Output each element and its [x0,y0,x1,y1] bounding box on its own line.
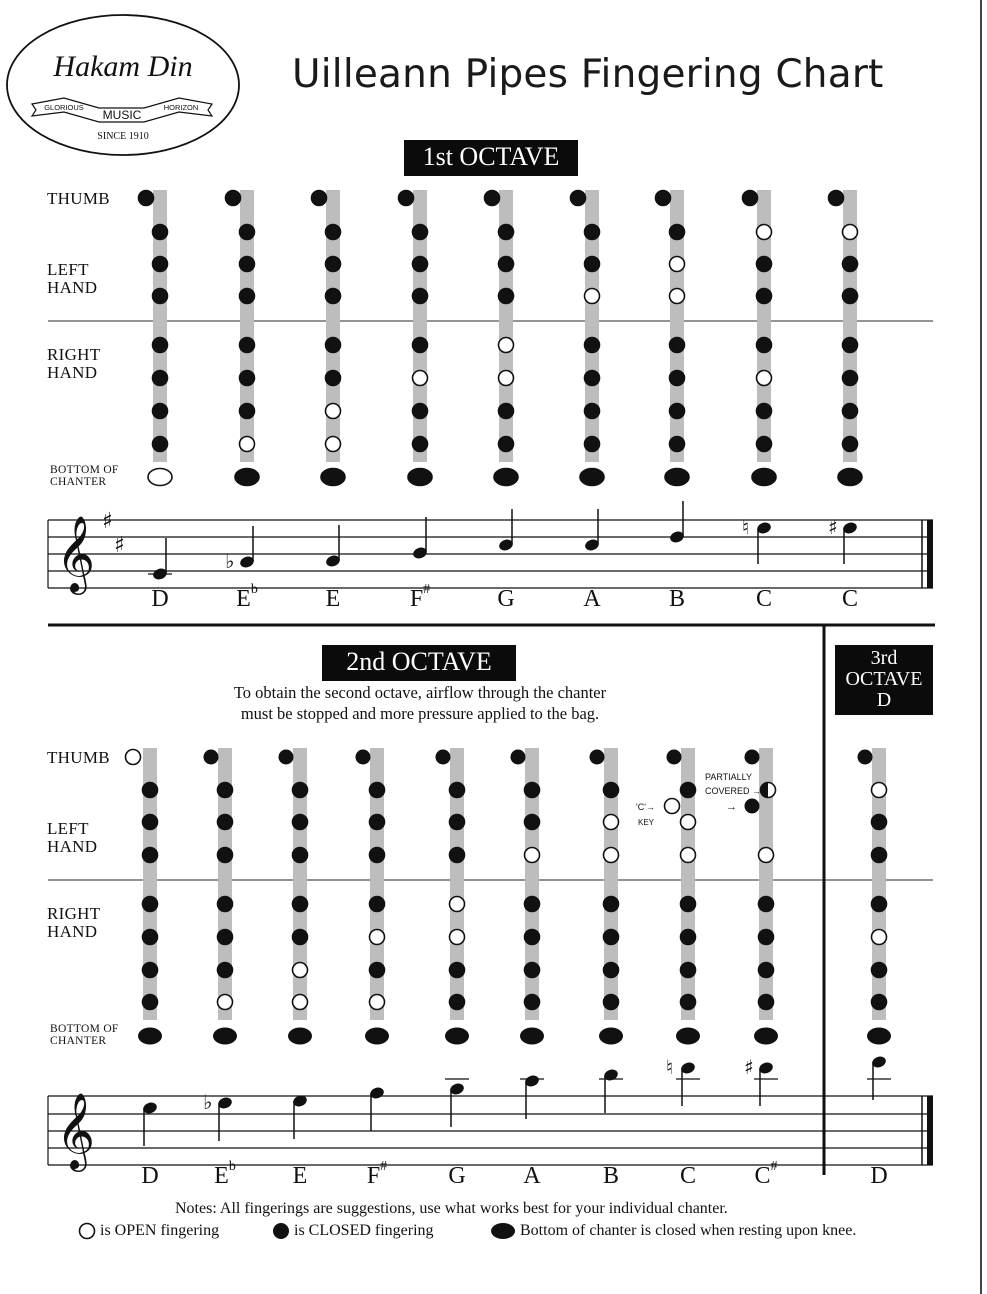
finger-hole-closed [872,963,887,978]
octave1-note-name [842,586,858,613]
octave2-note-name [603,1163,619,1190]
finger-hole-closed [370,815,385,830]
instruction-line-2: must be stopped and more pressure applied to the bag. [240,704,600,723]
finger-hole-closed [143,897,158,912]
octave3-label-line3: D [876,689,892,711]
finger-hole-closed [370,848,385,863]
finger-hole-closed [681,963,696,978]
right-hand-label-1a: RIGHT [47,345,101,364]
left-hand-label-2b: HAND [47,837,98,856]
octave1-note-name-letter: F [409,586,424,612]
bottom-label-2a: BOTTOM OF [50,1023,119,1035]
octave2-note-name [754,1159,778,1190]
finger-hole-closed [759,995,774,1010]
finger-hole-closed [872,815,887,830]
octave2-note-name [366,1159,388,1190]
c-key-label-2: KEY [638,818,655,827]
thumb-hole-closed [667,750,682,765]
bottom-closed-icon [490,1222,516,1240]
finger-hole-closed [759,963,774,978]
finger-hole-closed [218,783,233,798]
octave1-note-name [497,586,514,613]
octave1-note-name-letter: B [668,586,686,612]
finger-hole-closed [143,995,158,1010]
octave1-note-name-letter: C [755,586,773,612]
finger-hole-closed [370,963,385,978]
finger-hole-closed [525,815,540,830]
octave2-note-name [523,1163,540,1190]
legend-bottom [490,1222,856,1240]
finger-hole-closed [293,783,308,798]
finger-hole-open [370,995,385,1010]
thumb-hole-closed [511,750,526,765]
left-hand-label-1b: HAND [47,278,98,297]
finger-hole-closed [450,815,465,830]
thumb-hole-closed [745,750,760,765]
octave1-note-name-letter: G [497,586,515,612]
octave1-label: 1st OCTAVE [404,140,578,176]
logo-ribbon-left: GLORIOUS [44,103,84,112]
flat-sign: ♭ [225,549,235,573]
octave2-note-name-accidental: # [380,1159,388,1174]
thumb-hole-closed [436,750,451,765]
finger-hole-closed [218,963,233,978]
finger-hole-closed [525,995,540,1010]
partially-covered-label-1: PARTIALLY [705,772,753,782]
legend-bottom-text: Bottom of chanter is closed when resting upon knee. [520,1222,857,1239]
finger-hole-closed [370,783,385,798]
finger-hole-closed [872,995,887,1010]
octave1-note-name-accidental: # [423,582,431,597]
bottom-closed [365,1028,389,1045]
octave2-note-name-letter: C [754,1163,771,1189]
octave2-note-name-letter: D [141,1163,159,1189]
octave1-note-name-accidental: b [250,582,258,597]
bottom-label-1a: BOTTOM OF [50,464,119,476]
octave1-note-name [583,586,600,613]
bottom-closed [754,1028,778,1045]
octave3-note-name-letter: D [870,1163,888,1189]
finger-hole-open [872,930,887,945]
finger-hole-closed [370,897,385,912]
octave2-note-name-letter: A [523,1163,541,1189]
finger-hole-closed [143,783,158,798]
octave1-note-name [669,586,685,613]
bottom-closed [138,1028,162,1045]
bottom-label-2b: CHANTER [50,1035,107,1047]
finger-hole-closed [681,995,696,1010]
finger-hole-closed [525,897,540,912]
treble-clef-icon: 𝄞 [56,515,96,592]
finger-hole-closed [143,963,158,978]
bottom-closed [520,1028,544,1045]
octave2-note-name [680,1163,696,1190]
octave1-note-name [326,586,341,613]
octave1-note-name [236,582,258,613]
left-hand-label-2a: LEFT [47,819,89,838]
finger-hole-closed [604,783,619,798]
legend-open [78,1222,219,1240]
octave3-label-line2: OCTAVE [845,668,923,690]
partially-covered-label-2: COVERED → [705,786,762,796]
bottom-closed [213,1028,237,1045]
thumb-hole-open [126,750,141,765]
finger-hole-closed [218,815,233,830]
finger-hole-closed [759,897,774,912]
legend-open-text: is OPEN fingering [100,1222,220,1239]
finger-hole-closed [872,897,887,912]
bottom-closed [599,1028,623,1045]
natural-sign: ♮ [666,1055,674,1079]
octave1-note-name-letter: E [325,586,341,612]
octave2-note-name [448,1163,465,1190]
bottom-closed [288,1028,312,1045]
finger-hole-closed [604,995,619,1010]
octave1-note-name [756,586,772,613]
c-key-hole-open [665,799,680,814]
natural-sign: ♮ [742,515,750,539]
finger-hole-closed [218,930,233,945]
page-title: Uilleann Pipes Fingering Chart [292,52,884,97]
octave1-note-name-letter: C [841,586,859,612]
finger-hole-closed [450,995,465,1010]
finger-hole-closed [604,963,619,978]
key-sharp-f: ♯ [102,509,113,534]
c-key-label: 'C'→ [636,802,655,812]
finger-hole-open [681,848,696,863]
finger-hole-closed [143,848,158,863]
right-hand-label-2b: HAND [47,922,98,941]
finger-hole-closed [525,930,540,945]
finger-hole-open [293,995,308,1010]
logo-name: Hakam Din [53,50,193,83]
staff-final-bar [927,1096,933,1165]
finger-hole-closed [143,815,158,830]
thumb-hole-closed [204,750,219,765]
thumb-label-2: THUMB [47,748,110,767]
left-hand-label-1a: LEFT [47,260,89,279]
octave2-note-name-letter: E [292,1163,308,1189]
octave3-note-name [870,1163,887,1190]
instruction-line-1: To obtain the second octave, airflow through the chanter [233,683,607,702]
octave2-label: 2nd OCTAVE [322,645,516,681]
finger-hole-closed [681,897,696,912]
finger-hole-closed [218,897,233,912]
finger-hole-open [370,930,385,945]
finger-hole-open [525,848,540,863]
finger-hole-closed [745,799,760,814]
octave2-note-name-accidental: b [228,1159,236,1174]
thumb-label-1: THUMB [47,189,110,208]
finger-hole-closed [604,930,619,945]
finger-hole-open [218,995,233,1010]
finger-hole-open [681,815,696,830]
octave1-note-name-letter: A [583,586,601,612]
octave2-note-name-letter: C [679,1163,697,1189]
sharp-sign: ♯ [828,515,838,539]
finger-hole-open [604,815,619,830]
logo-since: SINCE 1910 [97,131,149,142]
finger-hole-closed [681,930,696,945]
octave1-note-name-letter: D [151,586,169,612]
finger-hole-closed [218,848,233,863]
logo-ribbon-center: MUSIC [102,108,142,122]
bottom-closed [445,1028,469,1045]
octave2-note-name [141,1163,158,1190]
finger-hole-open [759,848,774,863]
legend-closed-text: is CLOSED fingering [294,1222,434,1239]
finger-hole-closed [293,897,308,912]
bottom-label-1b: CHANTER [50,476,107,488]
octave2-note-name [214,1159,236,1190]
finger-hole-closed [293,815,308,830]
thumb-hole-closed [590,750,605,765]
octave1-note-name [151,586,168,613]
sharp-sign: ♯ [744,1055,754,1079]
finger-hole-closed [293,848,308,863]
finger-hole-closed [450,783,465,798]
finger-hole-open [450,897,465,912]
octave2-note-name-letter: G [448,1163,466,1189]
open-hole-icon [78,1222,96,1240]
closed-hole-icon [272,1222,290,1240]
finger-hole-closed [525,783,540,798]
finger-hole-closed [604,897,619,912]
bottom-closed [867,1028,891,1045]
octave2-note-name-accidental: # [770,1159,778,1174]
finger-hole-open [872,783,887,798]
finger-hole-closed [450,848,465,863]
treble-clef-icon: 𝄞 [56,1092,96,1169]
finger-hole-closed [525,963,540,978]
notes-text: Notes: All fingerings are suggestions, use what works best for your individual chanter. [175,1200,728,1217]
thumb-hole-closed [279,750,294,765]
legend-closed [272,1222,434,1240]
octave1-note-name [409,582,431,613]
finger-hole-closed [293,930,308,945]
right-hand-label-1b: HAND [47,363,98,382]
octave2-note-name-letter: F [366,1163,381,1189]
flat-sign: ♭ [203,1090,213,1114]
right-hand-label-2a: RIGHT [47,904,101,923]
octave2-note-name-letter: B [602,1163,620,1189]
finger-hole-open [450,930,465,945]
finger-hole-closed [681,783,696,798]
finger-hole-open [293,963,308,978]
thumb-hole-closed [356,750,371,765]
octave1-note-name-letter: E [236,586,251,612]
key-sharp-c: ♯ [114,533,125,558]
finger-hole-closed [872,848,887,863]
bottom-closed [676,1028,700,1045]
finger-hole-open [604,848,619,863]
octave3-label-line1: 3rd [870,647,898,669]
logo-ribbon-right: HORIZON [163,103,199,112]
octave2-note-name [293,1163,308,1190]
finger-hole-closed [450,963,465,978]
finger-hole-closed [143,930,158,945]
finger-hole-closed [759,930,774,945]
octave2-note-name-letter: E [214,1163,229,1189]
arrow-icon: → [726,801,737,813]
thumb-hole-closed [858,750,873,765]
